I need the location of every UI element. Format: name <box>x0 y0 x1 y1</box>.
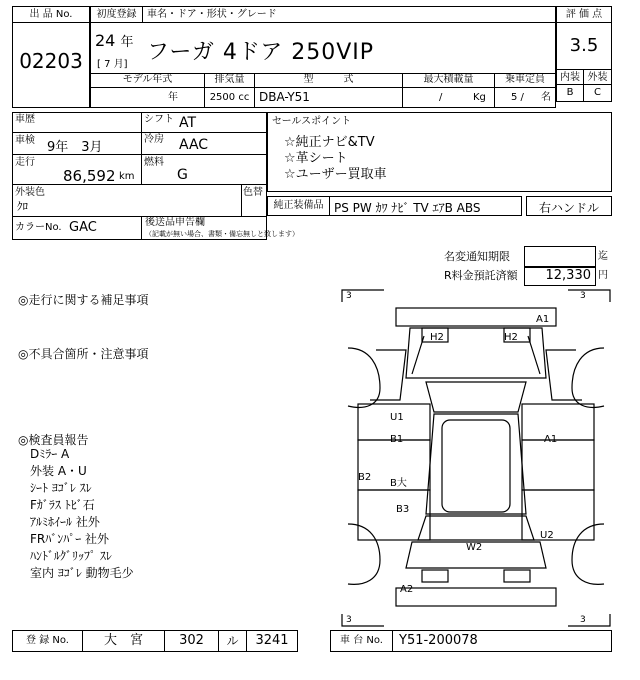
exterior-label: 外装 <box>584 69 611 85</box>
corner-bl: 3 <box>346 615 352 625</box>
driving-remarks-title: ◎走行に関する補足事項 <box>18 293 149 307</box>
model-row-values <box>91 88 555 107</box>
inspector-lines <box>30 446 134 582</box>
steering-value: 右ハンドル <box>538 201 599 215</box>
chassis-label: 車 台 No. <box>331 631 393 651</box>
recycle-unit: 円 <box>598 270 608 281</box>
reg-number: 3241 <box>255 633 289 648</box>
exterior-score: C <box>594 87 601 98</box>
score-value: 3.5 <box>569 35 599 56</box>
inspector-line: FRﾊﾞﾝﾊﾟｰ 社外 <box>30 532 110 546</box>
corner-tl: 3 <box>346 291 352 301</box>
reg-label: 登 録 No. <box>13 631 83 651</box>
corner-br: 3 <box>580 615 586 625</box>
defect-remarks-title: ◎不具合箇所・注意事項 <box>18 347 149 361</box>
mark-a1-top: A1 <box>536 314 550 325</box>
mark-b3: B3 <box>396 504 410 515</box>
name-label: 車名・ドア・形状・グレード <box>143 7 555 23</box>
after-report-note: （記載が無い場合、書類・備忘無しと致します） <box>145 230 299 238</box>
ext-color-label: 外装色 <box>15 187 45 198</box>
inspection-value: 9年 3月 <box>47 140 103 155</box>
car-damage-diagram <box>340 288 612 628</box>
registration-box <box>12 630 298 652</box>
inspection-row <box>13 133 266 155</box>
mark-a1-side: A1 <box>544 434 558 445</box>
shift-value: AT <box>179 115 197 131</box>
sales-point-label: セールスポイント <box>272 116 352 127</box>
max-load-cell <box>403 88 495 107</box>
mark-u2: U2 <box>540 530 554 541</box>
chassis-value: Y51-200078 <box>399 633 478 648</box>
inspector-line: Dﾐﾗｰ A <box>30 447 70 461</box>
max-load-label: 最大積載量 <box>403 74 495 87</box>
steering-box <box>526 196 612 216</box>
color-no-label: カラーNo. <box>15 222 62 233</box>
name-change-row <box>420 246 612 268</box>
inspector-line: ｼｰﾄ ﾖｺﾞﾚ ｽﾚ <box>30 481 92 495</box>
reg-place: 大 宮 <box>83 631 165 651</box>
sales-point-3: ☆ユーザー買取車 <box>284 167 387 182</box>
first-reg-year <box>95 31 133 50</box>
mark-h2-right: H2 <box>504 332 518 343</box>
ac-label: 冷房 <box>144 134 164 145</box>
capacity-cell <box>495 88 555 107</box>
year-value: 24 <box>95 31 116 50</box>
model-year-value: 年 <box>91 88 205 107</box>
max-load-unit: Kg <box>473 92 486 103</box>
inspector-line: 室内 ﾖｺﾞﾚ 動物毛少 <box>30 566 134 580</box>
after-report-label: 後送品申告欄 <box>145 217 205 228</box>
fuel-value: G <box>177 167 188 183</box>
capacity-unit: 名 <box>541 92 551 103</box>
equip-value: PS PW ｶﾜ ﾅﾋﾞ TV ｴｱB ABS <box>334 201 481 215</box>
first-reg-month: [ 7 月] <box>97 59 128 70</box>
type-label: 型 式 <box>255 74 403 87</box>
sales-point-box <box>267 112 612 192</box>
lot-label: 出 品 No. <box>13 7 89 23</box>
ext-color-row <box>13 185 266 217</box>
mark-b2: B2 <box>358 472 372 483</box>
mileage-label: 走行 <box>15 157 35 168</box>
max-load-value: / <box>439 92 443 103</box>
inspector-line: 外装 A・U <box>30 464 87 478</box>
history-row <box>13 113 266 133</box>
sales-point-1: ☆純正ナビ&TV <box>284 135 375 150</box>
lot-box <box>12 6 90 108</box>
chassis-box <box>330 630 612 652</box>
interior-label: 内装 <box>557 69 584 85</box>
inspector-line: ｱﾙﾐﾎｲｰﾙ 社外 <box>30 515 100 529</box>
first-reg-label: 初度登録 <box>91 7 143 23</box>
model-row-labels <box>91 73 555 88</box>
repaint-label: 色替 <box>243 187 263 198</box>
equip-label: 純正装備品 <box>268 197 330 215</box>
mileage-unit: km <box>119 171 135 182</box>
shift-label: シフト <box>144 114 174 125</box>
inspector-line: ﾊﾝﾄﾞﾙｸﾞﾘｯﾌﾟ ｽﾚ <box>30 549 112 563</box>
capacity-value: 5 / <box>511 92 524 103</box>
mark-u1: U1 <box>390 412 404 423</box>
mark-b1: B1 <box>390 434 404 445</box>
reg-class: 302 <box>165 631 219 651</box>
ac-value: AAC <box>179 137 209 153</box>
recycle-value: 12,330 <box>524 266 596 286</box>
mileage-value: 86,592 <box>63 167 116 185</box>
vehicle-header <box>90 6 556 108</box>
name-change-label: 名変通知期限 <box>444 250 510 263</box>
name-change-value <box>524 246 596 268</box>
mark-h2-left: H2 <box>430 332 444 343</box>
corner-tr: 3 <box>580 291 586 301</box>
color-no-value: GAC <box>69 220 97 235</box>
inspector-line: Fｶﾞﾗｽ ﾄﾋﾞ石 <box>30 498 95 512</box>
mileage-row <box>13 155 266 185</box>
type-value: DBA-Y51 <box>255 88 403 107</box>
interior-score: B <box>557 85 584 101</box>
displacement-value: 2500 cc <box>205 88 255 107</box>
mark-a2: A2 <box>400 584 414 595</box>
fuel-label: 燃料 <box>144 157 164 168</box>
sales-point-2: ☆革シート <box>284 151 348 166</box>
history-label: 車歴 <box>15 114 35 125</box>
mark-b-large: B大 <box>390 478 407 489</box>
reg-kana: ル <box>219 631 247 651</box>
ext-color-value: ｸﾛ <box>17 200 28 213</box>
capacity-label: 乗車定員 <box>505 74 545 85</box>
year-unit: 年 <box>120 35 134 50</box>
inspection-label: 車検 <box>15 135 35 146</box>
car-name: フーガ 4ドア 250VIP <box>147 40 375 65</box>
score-label: 評 価 点 <box>557 7 611 23</box>
lot-number: 02203 <box>19 49 83 73</box>
displacement-label: 排気量 <box>205 74 255 87</box>
color-no-row <box>13 217 299 239</box>
score-box <box>556 6 612 102</box>
recycle-label: R料金預託済額 <box>444 269 518 282</box>
equipment-box <box>267 196 522 216</box>
model-year-label: モデル年式 <box>91 74 205 87</box>
mark-w2: W2 <box>466 542 483 553</box>
recycle-row <box>420 266 612 286</box>
inspector-report-title: ◎検査員報告 <box>18 433 89 447</box>
name-change-unit: 迄 <box>598 251 608 262</box>
